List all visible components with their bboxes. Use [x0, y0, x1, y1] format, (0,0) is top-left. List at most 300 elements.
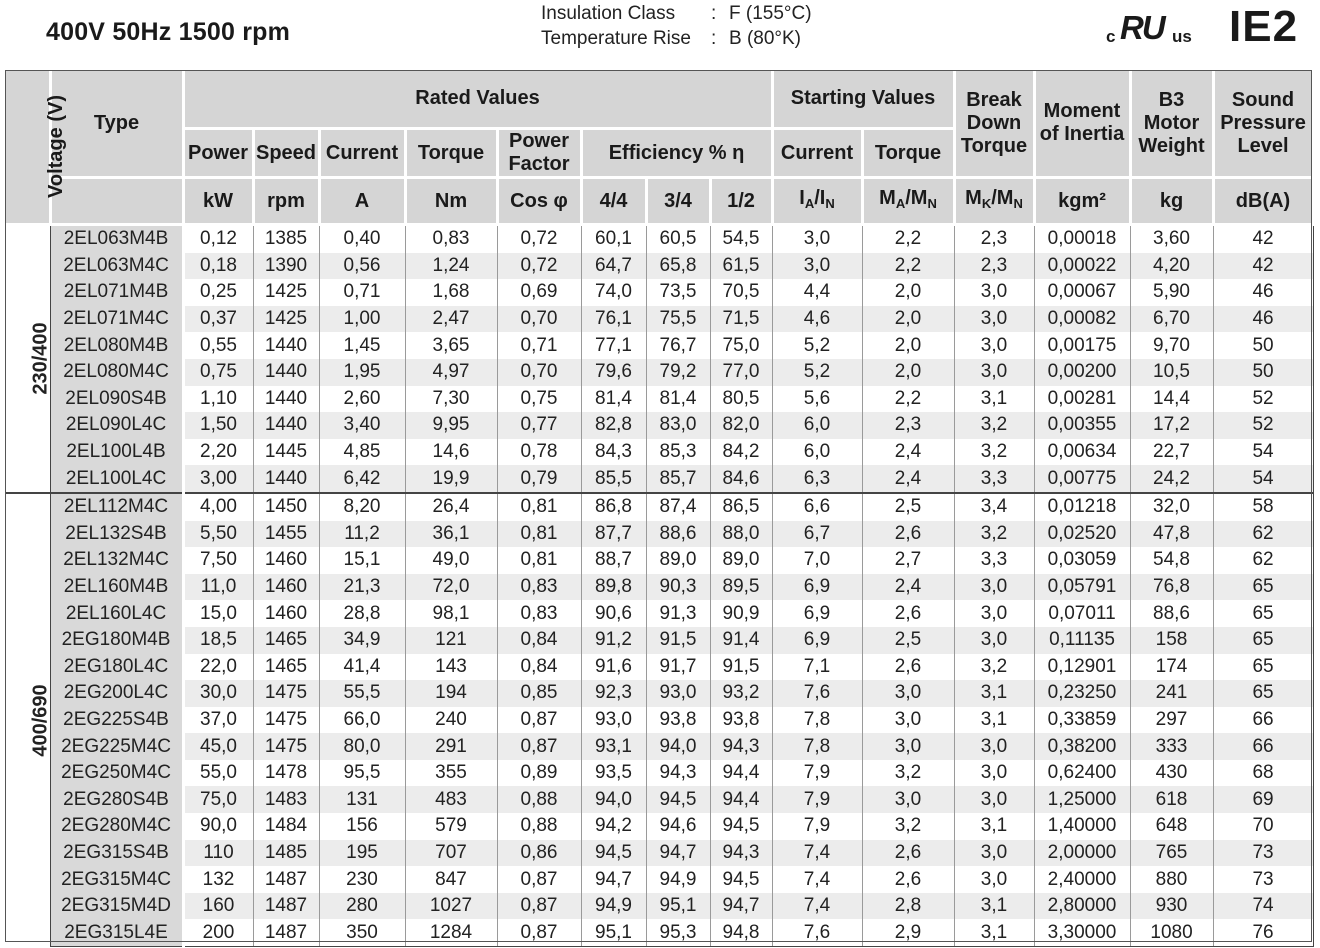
current-cell: 195	[319, 840, 405, 867]
torque-cell: 14,6	[405, 439, 497, 466]
current-cell: 3,40	[319, 412, 405, 439]
current-cell: 280	[319, 893, 405, 920]
voltage-header	[5, 70, 67, 225]
weight-cell: 76,8	[1130, 574, 1213, 601]
inertia-cell: 0,00175	[1034, 332, 1130, 359]
start-torque-cell: 3,2	[862, 813, 954, 840]
eff-half-cell: 84,2	[710, 439, 772, 466]
sound-cell: 54	[1213, 439, 1313, 466]
inertia-cell: 0,38200	[1034, 733, 1130, 760]
inertia-cell: 0,00775	[1034, 465, 1130, 493]
table-row	[5, 893, 1313, 920]
start-current-cell: 7,4	[772, 840, 862, 867]
voltage-group-cell	[5, 493, 50, 947]
type-cell: 2EG280M4C	[50, 813, 183, 840]
sound-cell: 65	[1213, 574, 1313, 601]
eff-three-quarter-cell: 88,6	[646, 521, 710, 548]
break-down-cell: 3,0	[954, 733, 1034, 760]
eff-three-quarter-cell: 79,2	[646, 359, 710, 386]
current-cell: 55,5	[319, 680, 405, 707]
speed-cell: 1475	[253, 707, 319, 734]
table-row	[5, 654, 1313, 681]
torque-cell: 1027	[405, 893, 497, 920]
sound-cell: 68	[1213, 760, 1313, 787]
type-cell: 2EG315M4C	[50, 866, 183, 893]
weight-cell: 17,2	[1130, 412, 1213, 439]
start-torque-cell: 2,0	[862, 306, 954, 333]
weight-cell: 88,6	[1130, 600, 1213, 627]
type-cell: 2EG200L4C	[50, 680, 183, 707]
weight-cell: 430	[1130, 760, 1213, 787]
type-cell: 2EL090L4C	[50, 412, 183, 439]
weight-cell: 297	[1130, 707, 1213, 734]
table-row	[5, 225, 1313, 253]
type-cell: 2EL112M4C	[50, 493, 183, 521]
weight-cell: 4,20	[1130, 253, 1213, 280]
eff-half-cell: 84,6	[710, 465, 772, 493]
power-factor-cell: 0,85	[497, 680, 581, 707]
current-unit: A	[319, 178, 405, 225]
eff-full-cell: 91,2	[581, 627, 646, 654]
speed-cell: 1445	[253, 439, 319, 466]
speed-cell: 1440	[253, 386, 319, 413]
power-factor-cell: 0,87	[497, 866, 581, 893]
torque-cell: 1,68	[405, 279, 497, 306]
inertia-cell: 0,07011	[1034, 600, 1130, 627]
start-torque-cell: 2,6	[862, 600, 954, 627]
power-cell: 37,0	[183, 707, 253, 734]
inertia-cell: 0,00067	[1034, 279, 1130, 306]
table-row	[5, 332, 1313, 359]
table-row	[5, 439, 1313, 466]
voltage-group-label: 400/690	[29, 684, 52, 757]
table-row	[5, 760, 1313, 787]
eff-full-cell: 86,8	[581, 493, 646, 521]
start-torque-cell: 2,8	[862, 893, 954, 920]
type-cell: 2EG250M4C	[50, 760, 183, 787]
torque-cell: 1284	[405, 919, 497, 946]
sound-cell: 65	[1213, 627, 1313, 654]
eff-three-quarter-cell: 94,0	[646, 733, 710, 760]
weight-cell: 24,2	[1130, 465, 1213, 493]
sound-cell: 73	[1213, 866, 1313, 893]
eff-half-cell: 94,3	[710, 733, 772, 760]
sound-pressure-level-header: Sound Pressure Level	[1213, 70, 1313, 178]
torque-cell: 121	[405, 627, 497, 654]
current-cell: 11,2	[319, 521, 405, 548]
efficiency-half-load-unit: 1/2	[710, 178, 772, 225]
start-torque-cell: 2,0	[862, 279, 954, 306]
eff-full-cell: 95,1	[581, 919, 646, 946]
table-row	[5, 813, 1313, 840]
power-cell: 0,12	[183, 225, 253, 253]
break-down-cell: 3,0	[954, 627, 1034, 654]
start-torque-cell: 2,5	[862, 493, 954, 521]
inertia-cell: 0,62400	[1034, 760, 1130, 787]
current-cell: 230	[319, 866, 405, 893]
inertia-cell: 2,00000	[1034, 840, 1130, 867]
current-cell: 4,85	[319, 439, 405, 466]
weight-cell: 333	[1130, 733, 1213, 760]
start-torque-cell: 2,6	[862, 521, 954, 548]
type-cell: 2EG280S4B	[50, 786, 183, 813]
start-current-cell: 6,3	[772, 465, 862, 493]
start-torque-cell: 2,2	[862, 386, 954, 413]
eff-full-cell: 84,3	[581, 439, 646, 466]
type-cell: 2EL063M4C	[50, 253, 183, 280]
eff-full-cell: 76,1	[581, 306, 646, 333]
break-down-cell: 3,4	[954, 493, 1034, 521]
power-cell: 3,00	[183, 465, 253, 493]
ratio-subscript: A	[895, 196, 906, 211]
inertia-cell: 0,11135	[1034, 627, 1130, 654]
speed-cell: 1450	[253, 493, 319, 521]
start-current-cell: 6,9	[772, 627, 862, 654]
current-cell: 0,56	[319, 253, 405, 280]
start-torque-cell: 3,0	[862, 680, 954, 707]
eff-full-cell: 91,6	[581, 654, 646, 681]
torque-cell: 4,97	[405, 359, 497, 386]
spec-temperature-rise	[541, 26, 812, 51]
table-row	[5, 707, 1313, 734]
start-current-cell: 6,7	[772, 521, 862, 548]
inertia-cell: 2,80000	[1034, 893, 1130, 920]
current-cell: 2,60	[319, 386, 405, 413]
break-down-cell: 3,1	[954, 680, 1034, 707]
ratio-base: M	[965, 187, 982, 209]
speed-cell: 1440	[253, 465, 319, 493]
rated-values-header: Rated Values	[183, 70, 772, 129]
eff-three-quarter-cell: 91,3	[646, 600, 710, 627]
sound-cell: 46	[1213, 306, 1313, 333]
table-row	[5, 306, 1313, 333]
speed-cell: 1455	[253, 521, 319, 548]
sound-cell: 70	[1213, 813, 1313, 840]
power-cell: 0,18	[183, 253, 253, 280]
inertia-cell: 0,02520	[1034, 521, 1130, 548]
power-cell: 1,50	[183, 412, 253, 439]
type-cell: 2EG225S4B	[50, 707, 183, 734]
page-title: 400V 50Hz 1500 rpm	[46, 18, 291, 46]
break-down-cell: 3,3	[954, 547, 1034, 574]
sound-cell: 42	[1213, 225, 1313, 253]
current-cell: 1,95	[319, 359, 405, 386]
eff-full-cell: 79,6	[581, 359, 646, 386]
eff-full-cell: 89,8	[581, 574, 646, 601]
sound-cell: 52	[1213, 386, 1313, 413]
sound-cell: 46	[1213, 279, 1313, 306]
eff-full-cell: 94,5	[581, 840, 646, 867]
torque-unit: Nm	[405, 178, 497, 225]
speed-cell: 1440	[253, 359, 319, 386]
sound-cell: 73	[1213, 840, 1313, 867]
power-factor-cell: 0,72	[497, 253, 581, 280]
eff-three-quarter-cell: 93,0	[646, 680, 710, 707]
eff-half-cell: 82,0	[710, 412, 772, 439]
power-factor-cell: 0,71	[497, 332, 581, 359]
power-factor-cell: 0,81	[497, 547, 581, 574]
current-cell: 34,9	[319, 627, 405, 654]
table-row	[5, 279, 1313, 306]
eff-full-cell: 64,7	[581, 253, 646, 280]
power-header: Power	[183, 129, 253, 178]
speed-cell: 1487	[253, 893, 319, 920]
sound-cell: 50	[1213, 332, 1313, 359]
voltage-group-cell	[5, 225, 50, 493]
type-cell: 2EL100L4C	[50, 465, 183, 493]
inertia-cell: 0,33859	[1034, 707, 1130, 734]
weight-cell: 241	[1130, 680, 1213, 707]
weight-cell: 6,70	[1130, 306, 1213, 333]
speed-cell: 1487	[253, 866, 319, 893]
type-cell: 2EL063M4B	[50, 225, 183, 253]
starting-current-header: Current	[772, 129, 862, 178]
weight-cell: 22,7	[1130, 439, 1213, 466]
spec-separator: :	[711, 3, 717, 24]
power-factor-cell: 0,72	[497, 225, 581, 253]
b3-motor-weight-header: B3 Motor Weight	[1130, 70, 1213, 178]
spec-label: Temperature Rise	[541, 28, 691, 49]
eff-full-cell: 87,7	[581, 521, 646, 548]
eff-half-cell: 54,5	[710, 225, 772, 253]
sound-cell: 66	[1213, 707, 1313, 734]
current-cell: 66,0	[319, 707, 405, 734]
sound-cell: 74	[1213, 893, 1313, 920]
speed-cell: 1385	[253, 225, 319, 253]
start-current-cell: 6,9	[772, 600, 862, 627]
ratio-subscript: N	[825, 196, 835, 211]
eff-three-quarter-cell: 60,5	[646, 225, 710, 253]
break-down-cell: 3,1	[954, 893, 1034, 920]
weight-cell: 32,0	[1130, 493, 1213, 521]
start-current-cell: 7,4	[772, 893, 862, 920]
power-cell: 15,0	[183, 600, 253, 627]
eff-full-cell: 93,0	[581, 707, 646, 734]
eff-full-cell: 90,6	[581, 600, 646, 627]
type-cell: 2EL071M4B	[50, 279, 183, 306]
speed-cell: 1483	[253, 786, 319, 813]
eff-half-cell: 71,5	[710, 306, 772, 333]
torque-cell: 483	[405, 786, 497, 813]
speed-cell: 1465	[253, 627, 319, 654]
break-down-cell: 3,2	[954, 412, 1034, 439]
eff-three-quarter-cell: 90,3	[646, 574, 710, 601]
table-row	[5, 386, 1313, 413]
current-header: Current	[319, 129, 405, 178]
speed-cell: 1478	[253, 760, 319, 787]
type-cell: 2EL132M4C	[50, 547, 183, 574]
speed-cell: 1475	[253, 733, 319, 760]
sound-cell: 65	[1213, 680, 1313, 707]
torque-cell: 19,9	[405, 465, 497, 493]
power-factor-cell: 0,84	[497, 627, 581, 654]
spec-separator: :	[711, 28, 717, 49]
speed-cell: 1440	[253, 412, 319, 439]
inertia-cell: 1,40000	[1034, 813, 1130, 840]
power-cell: 45,0	[183, 733, 253, 760]
power-cell: 18,5	[183, 627, 253, 654]
power-cell: 132	[183, 866, 253, 893]
eff-full-cell: 92,3	[581, 680, 646, 707]
torque-cell: 9,95	[405, 412, 497, 439]
type-cell: 2EL132S4B	[50, 521, 183, 548]
eff-half-cell: 94,4	[710, 786, 772, 813]
table-row	[5, 465, 1313, 493]
inertia-cell: 0,00200	[1034, 359, 1130, 386]
type-cell: 2EL071M4C	[50, 306, 183, 333]
starting-torque-ratio-unit	[862, 178, 954, 225]
power-factor-cell: 0,81	[497, 493, 581, 521]
weight-cell: 1080	[1130, 919, 1213, 946]
eff-full-cell: 93,1	[581, 733, 646, 760]
power-cell: 4,00	[183, 493, 253, 521]
start-torque-cell: 2,4	[862, 574, 954, 601]
table-row	[5, 359, 1313, 386]
eff-full-cell: 81,4	[581, 386, 646, 413]
start-current-cell: 7,8	[772, 707, 862, 734]
type-cell: 2EG315M4D	[50, 893, 183, 920]
power-factor-cell: 0,81	[497, 521, 581, 548]
weight-cell: 54,8	[1130, 547, 1213, 574]
inertia-cell: 0,00355	[1034, 412, 1130, 439]
speed-cell: 1487	[253, 919, 319, 946]
voltage-header-label: Voltage (V)	[44, 95, 67, 198]
type-header: Type	[50, 70, 183, 178]
eff-three-quarter-cell: 81,4	[646, 386, 710, 413]
break-down-cell: 3,0	[954, 600, 1034, 627]
start-torque-cell: 2,4	[862, 465, 954, 493]
eff-half-cell: 75,0	[710, 332, 772, 359]
power-factor-cell: 0,84	[497, 654, 581, 681]
break-down-cell: 3,0	[954, 332, 1034, 359]
sound-cell: 66	[1213, 733, 1313, 760]
torque-cell: 194	[405, 680, 497, 707]
break-down-cell: 3,2	[954, 654, 1034, 681]
table-row	[5, 493, 1313, 521]
sound-cell: 62	[1213, 521, 1313, 548]
start-current-cell: 7,8	[772, 733, 862, 760]
break-down-cell: 3,0	[954, 279, 1034, 306]
eff-half-cell: 91,4	[710, 627, 772, 654]
eff-full-cell: 94,0	[581, 786, 646, 813]
sound-cell: 58	[1213, 493, 1313, 521]
power-factor-cell: 0,70	[497, 359, 581, 386]
start-current-cell: 4,6	[772, 306, 862, 333]
start-torque-cell: 2,6	[862, 840, 954, 867]
ratio-subscript: N	[927, 196, 937, 211]
sound-cell: 50	[1213, 359, 1313, 386]
start-current-cell: 7,0	[772, 547, 862, 574]
current-cell: 28,8	[319, 600, 405, 627]
ratio-subscript: A	[804, 196, 815, 211]
start-current-cell: 7,9	[772, 786, 862, 813]
eff-three-quarter-cell: 94,6	[646, 813, 710, 840]
type-cell: 2EG180L4C	[50, 654, 183, 681]
ratio-denominator: /M	[905, 187, 928, 209]
inertia-cell: 0,00634	[1034, 439, 1130, 466]
sound-cell: 69	[1213, 786, 1313, 813]
eff-three-quarter-cell: 85,3	[646, 439, 710, 466]
power-cell: 22,0	[183, 654, 253, 681]
table-body	[5, 225, 1313, 947]
inertia-cell: 0,03059	[1034, 547, 1130, 574]
start-torque-cell: 2,4	[862, 439, 954, 466]
torque-cell: 49,0	[405, 547, 497, 574]
eff-three-quarter-cell: 75,5	[646, 306, 710, 333]
eff-three-quarter-cell: 94,7	[646, 840, 710, 867]
torque-cell: 2,47	[405, 306, 497, 333]
speed-cell: 1484	[253, 813, 319, 840]
weight-unit: kg	[1130, 178, 1213, 225]
break-down-cell: 3,1	[954, 919, 1034, 946]
eff-three-quarter-cell: 89,0	[646, 547, 710, 574]
weight-cell: 14,4	[1130, 386, 1213, 413]
cert-c-mark: c	[1106, 27, 1116, 46]
page-header	[0, 0, 1320, 70]
current-cell: 15,1	[319, 547, 405, 574]
current-cell: 8,20	[319, 493, 405, 521]
weight-cell: 3,60	[1130, 225, 1213, 253]
inertia-cell: 0,00018	[1034, 225, 1130, 253]
break-down-cell: 3,0	[954, 840, 1034, 867]
start-torque-cell: 3,0	[862, 786, 954, 813]
speed-cell: 1460	[253, 574, 319, 601]
type-cell: 2EL100L4B	[50, 439, 183, 466]
ratio-base: I	[799, 187, 805, 209]
efficiency-header: Efficiency % η	[581, 129, 772, 178]
weight-cell: 5,90	[1130, 279, 1213, 306]
speed-cell: 1440	[253, 332, 319, 359]
table-row	[5, 600, 1313, 627]
break-down-cell: 3,2	[954, 439, 1034, 466]
cert-ru-mark: RU	[1120, 9, 1164, 46]
speed-cell: 1460	[253, 600, 319, 627]
sound-cell: 65	[1213, 600, 1313, 627]
break-down-cell: 3,0	[954, 760, 1034, 787]
power-factor-cell: 0,78	[497, 439, 581, 466]
power-cell: 55,0	[183, 760, 253, 787]
speed-unit: rpm	[253, 178, 319, 225]
sound-cell: 52	[1213, 412, 1313, 439]
start-current-cell: 7,4	[772, 866, 862, 893]
eff-half-cell: 61,5	[710, 253, 772, 280]
torque-cell: 847	[405, 866, 497, 893]
start-current-cell: 6,9	[772, 574, 862, 601]
weight-cell: 174	[1130, 654, 1213, 681]
eff-three-quarter-cell: 95,1	[646, 893, 710, 920]
sound-cell: 62	[1213, 547, 1313, 574]
torque-cell: 36,1	[405, 521, 497, 548]
sound-cell: 76	[1213, 919, 1313, 946]
current-cell: 80,0	[319, 733, 405, 760]
start-current-cell: 7,9	[772, 760, 862, 787]
eff-three-quarter-cell: 91,7	[646, 654, 710, 681]
power-cell: 110	[183, 840, 253, 867]
ratio-denominator: /M	[991, 187, 1014, 209]
torque-cell: 240	[405, 707, 497, 734]
weight-cell: 648	[1130, 813, 1213, 840]
type-unit-spacer	[50, 178, 183, 225]
motor-specifications-table	[5, 70, 1315, 947]
eff-full-cell: 74,0	[581, 279, 646, 306]
table-row	[5, 627, 1313, 654]
current-cell: 41,4	[319, 654, 405, 681]
start-torque-cell: 3,0	[862, 733, 954, 760]
start-torque-cell: 2,2	[862, 253, 954, 280]
eff-full-cell: 88,7	[581, 547, 646, 574]
power-unit: kW	[183, 178, 253, 225]
torque-cell: 7,30	[405, 386, 497, 413]
